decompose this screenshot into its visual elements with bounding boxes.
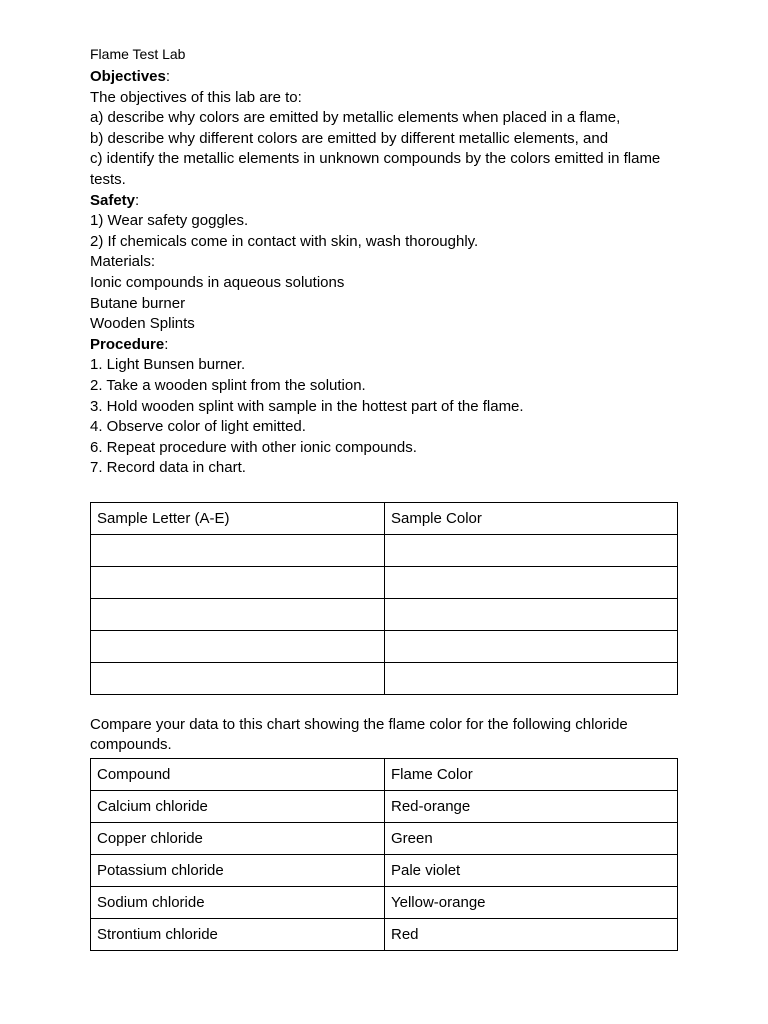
document-body	[90, 44, 680, 951]
safety-item: 2) If chemicals come in contact with skin, wash thoroughly.	[90, 232, 479, 250]
table-row	[91, 823, 678, 855]
table-header-cell: Sample Letter (A-E)	[91, 502, 385, 534]
compound-cell: Copper chloride	[91, 823, 385, 855]
flame-color-cell: Red-orange	[385, 791, 678, 823]
table-cell[interactable]	[91, 630, 385, 662]
table-cell[interactable]	[385, 534, 678, 566]
compound-cell: Strontium chloride	[91, 919, 385, 951]
procedure-step: 1. Light Bunsen burner.	[90, 356, 246, 374]
table-header-cell: Compound	[91, 759, 385, 791]
table-header-cell: Sample Color	[385, 502, 678, 534]
procedure-step: 4. Observe color of light emitted.	[90, 418, 306, 436]
document-title: Flame Test Lab	[90, 46, 186, 62]
table-row	[91, 566, 678, 598]
flame-color-cell: Green	[385, 823, 678, 855]
materials-item: Butane burner	[90, 294, 186, 312]
compare-instructions: Compare your data to this chart showing the flame color for the following chloride compounds.	[90, 715, 628, 754]
table-cell[interactable]	[91, 534, 385, 566]
table-row	[91, 919, 678, 951]
flame-color-cell: Red	[385, 919, 678, 951]
table-cell[interactable]	[385, 598, 678, 630]
materials-item: Wooden Splints	[90, 315, 195, 333]
compound-cell: Calcium chloride	[91, 791, 385, 823]
table-cell[interactable]	[385, 566, 678, 598]
procedure-step: 6. Repeat procedure with other ionic compounds.	[90, 438, 417, 456]
materials-heading: Materials:	[90, 253, 156, 271]
compound-cell: Potassium chloride	[91, 855, 385, 887]
table-cell[interactable]	[385, 630, 678, 662]
chloride-flame-color-table	[90, 758, 678, 951]
materials-item: Ionic compounds in aqueous solutions	[90, 273, 345, 291]
table-cell[interactable]	[91, 598, 385, 630]
flame-color-cell: Pale violet	[385, 855, 678, 887]
flame-color-cell: Yellow-orange	[385, 887, 678, 919]
safety-heading: Safety:	[90, 191, 140, 209]
procedure-step: 2. Take a wooden splint from the solution.	[90, 376, 366, 394]
procedure-heading: Procedure:	[90, 335, 169, 353]
procedure-step: 7. Record data in chart.	[90, 459, 246, 477]
table-row	[91, 887, 678, 919]
table-row	[91, 630, 678, 662]
objectives-intro: The objectives of this lab are to:	[90, 88, 302, 106]
table-header-cell: Flame Color	[385, 759, 678, 791]
table-cell[interactable]	[91, 662, 385, 694]
table-row	[91, 598, 678, 630]
objectives-heading: Objectives:	[90, 68, 171, 85]
table-row	[91, 791, 678, 823]
table-row	[91, 534, 678, 566]
sample-data-table	[90, 502, 678, 695]
compound-cell: Sodium chloride	[91, 887, 385, 919]
table-cell[interactable]	[91, 566, 385, 598]
objective-item: a) describe why colors are emitted by metallic elements when placed in a flame,	[90, 109, 621, 127]
table-header-row	[91, 759, 678, 791]
objective-item: b) describe why different colors are emitted by different metallic elements, and	[90, 129, 609, 147]
table-row	[91, 662, 678, 694]
table-cell[interactable]	[385, 662, 678, 694]
objective-item: c) identify the metallic elements in unknown compounds by the colors emitted in flame tests.	[90, 150, 661, 188]
table-header-row	[91, 502, 678, 534]
procedure-step: 3. Hold wooden splint with sample in the hottest part of the flame.	[90, 397, 524, 415]
safety-item: 1) Wear safety goggles.	[90, 212, 249, 230]
table-row	[91, 855, 678, 887]
